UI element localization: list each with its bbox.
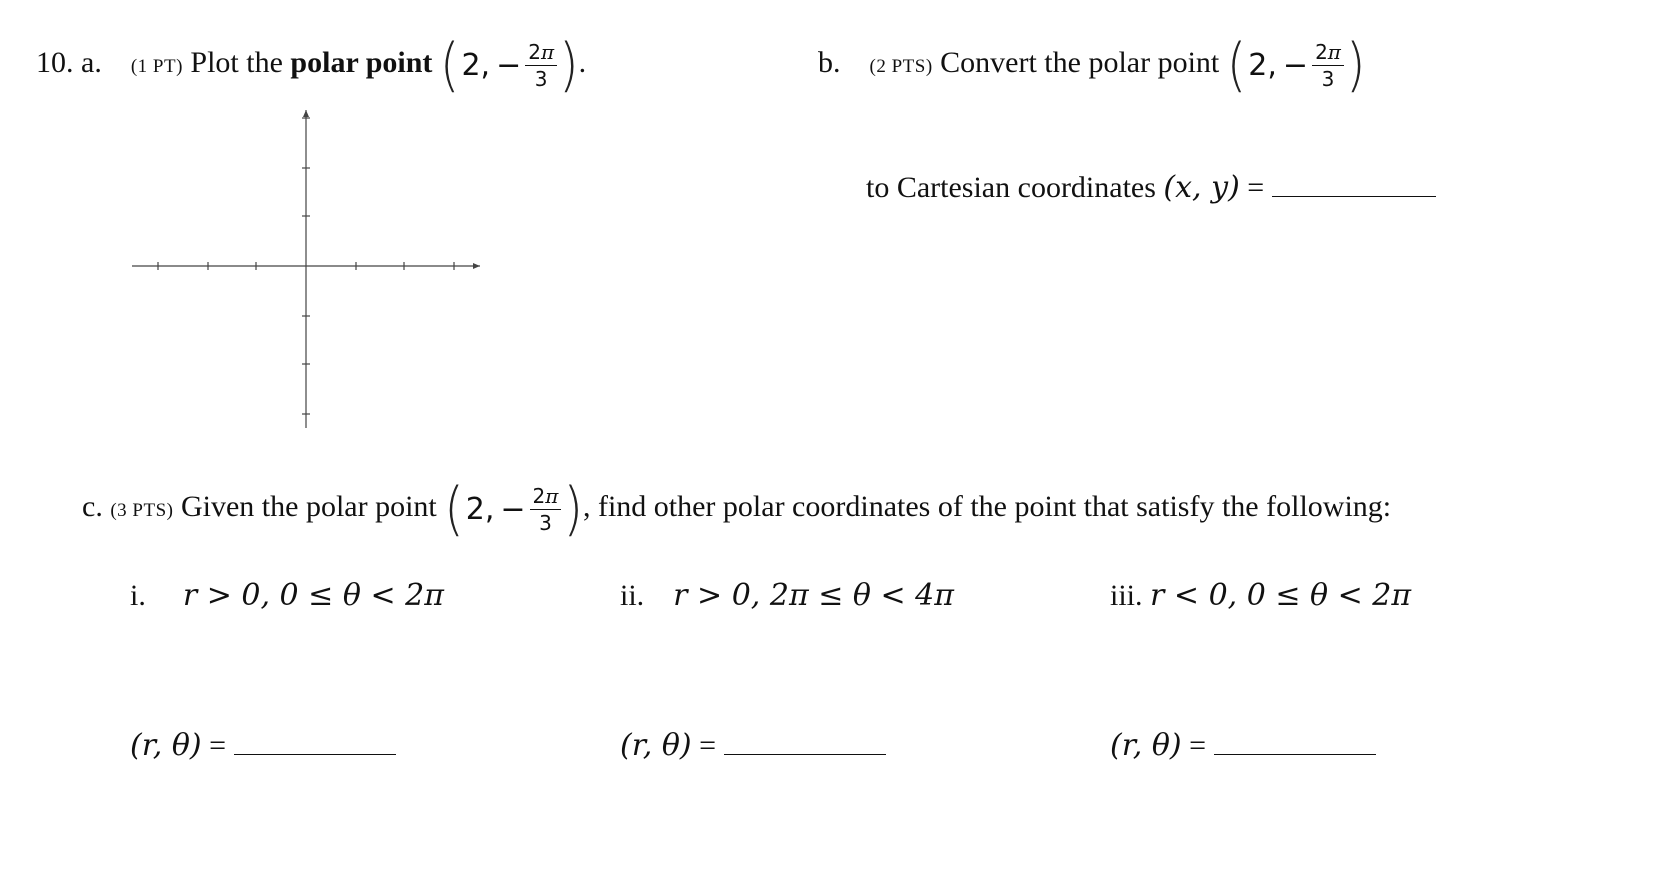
part-c-header bbox=[82, 475, 1392, 543]
part-b-line2-text: to Cartesian coordinates bbox=[866, 171, 1156, 204]
subpart-ii-answer-blank[interactable] bbox=[724, 754, 886, 755]
part-c-points: (3 PTS) bbox=[110, 499, 174, 521]
part-a-points: (1 PT) bbox=[130, 55, 183, 77]
part-b-equals: = bbox=[1247, 171, 1265, 204]
subpart-i-equals: = bbox=[209, 729, 227, 762]
subpart-ii-equals: = bbox=[699, 729, 717, 762]
subpart-iii-answer-blank[interactable] bbox=[1214, 754, 1376, 755]
subpart-iii-answer-row bbox=[1110, 728, 1376, 763]
subpart-ii-condition: r > 0, 2π ≤ θ < 4π bbox=[673, 578, 954, 613]
part-a-polar-point: ( 2, − $\frac{2\pi}{3}$ ) bbox=[439, 31, 579, 99]
part-a-letter: a. bbox=[81, 45, 102, 79]
part-b-answer-blank[interactable] bbox=[1272, 196, 1436, 197]
part-c-text: Given the polar point bbox=[180, 489, 437, 523]
part-a-header bbox=[36, 31, 587, 99]
part-b-header bbox=[818, 31, 1366, 99]
subpart-i-condition-row bbox=[130, 578, 444, 613]
part-a-period: . bbox=[578, 45, 587, 79]
subpart-ii-label: ii. bbox=[620, 579, 645, 612]
subpart-iii-label: iii. bbox=[1110, 579, 1143, 612]
polar-plot-axes[interactable] bbox=[128, 104, 488, 434]
subpart-ii-condition-row bbox=[620, 578, 954, 613]
part-b-letter: b. bbox=[818, 45, 841, 79]
part-b-text: Convert the polar point bbox=[940, 45, 1220, 79]
subpart-iii-condition: r < 0, 0 ≤ θ < 2π bbox=[1150, 578, 1412, 613]
subpart-iii-answer-label: (r, θ) bbox=[1110, 728, 1182, 763]
part-a-bold-text: polar point bbox=[290, 45, 433, 79]
part-a-text: Plot the bbox=[190, 45, 283, 79]
x-axis-arrow bbox=[473, 263, 480, 269]
subpart-iii-equals: = bbox=[1189, 729, 1207, 762]
subpart-ii-answer-row bbox=[620, 728, 886, 763]
part-b-line2 bbox=[866, 170, 1436, 205]
part-c-letter: c. bbox=[82, 489, 103, 523]
subpart-i-answer-label: (r, θ) bbox=[130, 728, 202, 763]
part-c-text-after: , find other polar coordinates of the point that satisfy the following: bbox=[582, 489, 1392, 523]
part-b-coords: (x, y) bbox=[1163, 170, 1240, 205]
problem-number: 10. bbox=[36, 45, 74, 79]
part-c-polar-point: ( 2, − $\frac{2\pi}{3}$ ) bbox=[444, 475, 583, 543]
subpart-i-label: i. bbox=[130, 579, 146, 612]
subpart-iii-condition-row bbox=[1110, 578, 1411, 613]
subpart-i-answer-row bbox=[130, 728, 396, 763]
part-b-points: (2 PTS) bbox=[869, 55, 933, 77]
y-axis-arrow bbox=[303, 110, 309, 117]
subpart-i-condition: r > 0, 0 ≤ θ < 2π bbox=[182, 578, 444, 613]
subpart-i-answer-blank[interactable] bbox=[234, 754, 396, 755]
part-b-polar-point: ( 2, − $\frac{2\pi}{3}$ ) bbox=[1226, 31, 1366, 99]
subpart-ii-answer-label: (r, θ) bbox=[620, 728, 692, 763]
